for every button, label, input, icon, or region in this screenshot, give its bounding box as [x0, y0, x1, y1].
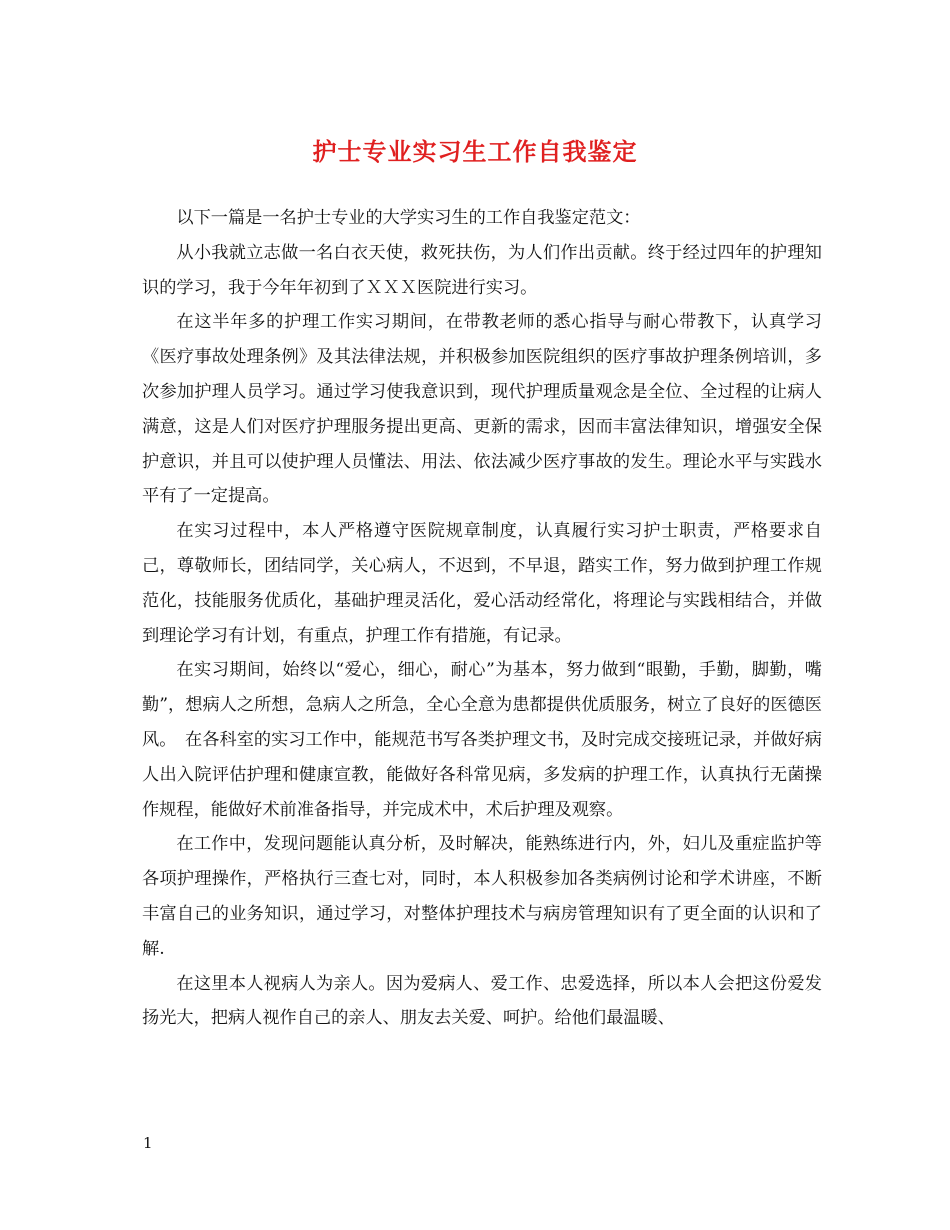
document-body	[142, 201, 822, 1036]
paragraph-discipline: 在实习过程中，本人严格遵守医院规章制度，认真履行实习护士职责，严格要求自己，尊敬师长，团结同学，关心病人，不迟到，不早退，踏实工作，努力做到护理工作规范化，技能服务优质化，基础护理灵活化，爱心活动经常化，将理论与实践相结合，并做到理论学习有计划，有重点，护理工作有措施，有记录。	[142, 521, 822, 646]
paragraph-intro: 以下一篇是一名护士专业的大学实习生的工作自我鉴定范文：	[176, 208, 641, 228]
page-number: 1	[143, 1134, 153, 1152]
document-title: 护士专业实习生工作自我鉴定	[312, 137, 638, 166]
paragraph-service: 在实习期间，始终以“爱心，细心，耐心”为基本，努力做到“眼勤，手勤，脚勤，嘴勤”，想病人之所想，急病人之所急，全心全意为患都提供优质服务，树立了良好的医德医风。 在各科室的实习工作中，能规范书写各类护理文书，及时完成交接班记录，并做好病人出入院评估护理和健康宣教，能做好各科常见病，多发病的护理工作，认真执行无菌操作规程，能做好术前准备指导，并完成术中，术后护理及观察。	[142, 660, 822, 820]
paragraph-skills: 在工作中，发现问题能认真分析，及时解决，能熟练进行内，外，妇儿及重症监护等各项护理操作，严格执行三查七对，同时，本人积极参加各类病例讨论和学术讲座，不断丰富自己的业务知识，通过学习，对整体护理技术与病房管理知识有了更全面的认识和了解.	[142, 834, 822, 959]
paragraph-study: 在这半年多的护理工作实习期间，在带教老师的悉心指导与耐心带教下，认真学习《医疗事故处理条例》及其法律法规，并积极参加医院组织的医疗事故护理条例培训，多次参加护理人员学习。通过学习使我意识到，现代护理质量观念是全位、全过程的让病人满意，这是人们对医疗护理服务提出更高、更新的需求，因而丰富法律知识，增强安全保护意识，并且可以使护理人员懂法、用法、依法减少医疗事故的发生。理论水平与实践水平有了一定提高。	[142, 312, 822, 507]
paragraph-care: 在这里本人视病人为亲人。因为爱病人、爱工作、忠爱选择，所以本人会把这份爱发扬光大，把病人视作自己的亲人、朋友去关爱、呵护。给他们最温暖、	[142, 973, 822, 1029]
paragraph-aspiration: 从小我就立志做一名白衣天使，救死扶伤，为人们作出贡献。终于经过四年的护理知识的学习，我于今年年初到了ＸＸＸ医院进行实习。	[142, 242, 822, 298]
